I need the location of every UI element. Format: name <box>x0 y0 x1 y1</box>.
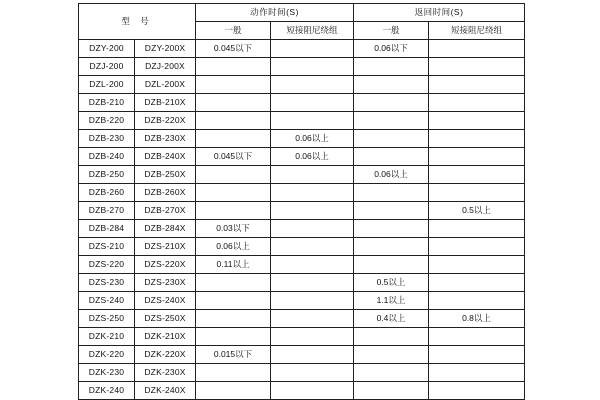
cell-model: DZK-230 <box>79 364 135 382</box>
cell-return-normal <box>354 382 429 400</box>
header-model: 型 号 <box>79 4 196 40</box>
cell-action-damping <box>271 220 354 238</box>
cell-action-damping <box>271 202 354 220</box>
cell-return-normal <box>354 112 429 130</box>
cell-return-damping <box>429 58 525 76</box>
cell-model: DZB-270 <box>79 202 135 220</box>
relay-timing-table <box>78 3 525 400</box>
cell-action-damping <box>271 382 354 400</box>
spec-table-container <box>78 3 524 400</box>
cell-model-x: DZL-200X <box>135 76 196 94</box>
cell-model: DZS-240 <box>79 292 135 310</box>
table-row <box>79 76 525 94</box>
table-row <box>79 58 525 76</box>
cell-return-damping <box>429 382 525 400</box>
cell-model: DZS-220 <box>79 256 135 274</box>
cell-return-normal: 0.06以下 <box>354 40 429 58</box>
cell-return-normal: 0.5以上 <box>354 274 429 292</box>
cell-return-damping <box>429 76 525 94</box>
cell-action-normal <box>196 364 271 382</box>
cell-model-x: DZK-220X <box>135 346 196 364</box>
table-row <box>79 130 525 148</box>
cell-model-x: DZS-250X <box>135 310 196 328</box>
cell-model-x: DZB-260X <box>135 184 196 202</box>
cell-action-damping <box>271 256 354 274</box>
cell-model: DZS-210 <box>79 238 135 256</box>
cell-return-normal <box>354 346 429 364</box>
cell-return-damping <box>429 256 525 274</box>
cell-action-normal <box>196 112 271 130</box>
cell-return-normal <box>354 220 429 238</box>
cell-return-normal <box>354 238 429 256</box>
table-row <box>79 148 525 166</box>
cell-model: DZB-210 <box>79 94 135 112</box>
cell-return-normal <box>354 364 429 382</box>
cell-return-normal <box>354 328 429 346</box>
table-row <box>79 220 525 238</box>
cell-model-x: DZS-210X <box>135 238 196 256</box>
cell-action-normal <box>196 130 271 148</box>
header-action-time: 动作时间(S) <box>196 4 354 22</box>
table-row <box>79 274 525 292</box>
table-body <box>79 40 525 400</box>
cell-return-normal: 1.1以上 <box>354 292 429 310</box>
cell-return-normal: 0.4以上 <box>354 310 429 328</box>
table-row <box>79 238 525 256</box>
header-return-normal: 一般 <box>354 22 429 40</box>
cell-return-normal <box>354 94 429 112</box>
cell-model: DZJ-200 <box>79 58 135 76</box>
cell-return-normal: 0.06以上 <box>354 166 429 184</box>
cell-model: DZB-220 <box>79 112 135 130</box>
cell-model-x: DZB-210X <box>135 94 196 112</box>
table-row <box>79 364 525 382</box>
cell-model: DZB-260 <box>79 184 135 202</box>
cell-model-x: DZK-230X <box>135 364 196 382</box>
cell-model-x: DZS-220X <box>135 256 196 274</box>
cell-model-x: DZB-240X <box>135 148 196 166</box>
cell-action-normal <box>196 76 271 94</box>
cell-model-x: DZB-250X <box>135 166 196 184</box>
cell-model: DZK-220 <box>79 346 135 364</box>
table-row <box>79 382 525 400</box>
cell-return-damping <box>429 346 525 364</box>
cell-action-damping <box>271 94 354 112</box>
cell-model: DZK-210 <box>79 328 135 346</box>
cell-return-damping <box>429 328 525 346</box>
cell-return-damping <box>429 238 525 256</box>
cell-return-normal <box>354 148 429 166</box>
cell-action-normal <box>196 202 271 220</box>
table-row <box>79 310 525 328</box>
cell-action-damping <box>271 238 354 256</box>
cell-return-damping <box>429 274 525 292</box>
cell-return-damping <box>429 40 525 58</box>
cell-return-normal <box>354 256 429 274</box>
cell-model: DZB-250 <box>79 166 135 184</box>
table-row <box>79 346 525 364</box>
table-row <box>79 184 525 202</box>
cell-return-damping <box>429 364 525 382</box>
header-return-time: 返回时间(S) <box>354 4 525 22</box>
cell-action-damping <box>271 76 354 94</box>
cell-action-damping <box>271 364 354 382</box>
cell-action-damping <box>271 112 354 130</box>
cell-model-x: DZY-200X <box>135 40 196 58</box>
cell-action-normal: 0.045以下 <box>196 40 271 58</box>
header-action-normal: 一般 <box>196 22 271 40</box>
table-header <box>79 4 525 40</box>
cell-action-normal <box>196 328 271 346</box>
cell-model-x: DZK-210X <box>135 328 196 346</box>
cell-return-damping <box>429 220 525 238</box>
cell-action-damping <box>271 40 354 58</box>
cell-model-x: DZK-240X <box>135 382 196 400</box>
table-row <box>79 94 525 112</box>
header-return-damping: 短接阻尼绕组 <box>429 22 525 40</box>
cell-return-damping <box>429 148 525 166</box>
cell-return-damping <box>429 130 525 148</box>
table-row <box>79 40 525 58</box>
table-row <box>79 166 525 184</box>
cell-model-x: DZJ-200X <box>135 58 196 76</box>
cell-action-normal: 0.03以下 <box>196 220 271 238</box>
cell-model-x: DZB-220X <box>135 112 196 130</box>
cell-action-normal <box>196 382 271 400</box>
table-row <box>79 292 525 310</box>
cell-action-normal: 0.045以下 <box>196 148 271 166</box>
cell-return-normal <box>354 58 429 76</box>
table-row <box>79 202 525 220</box>
cell-model: DZB-240 <box>79 148 135 166</box>
cell-return-normal <box>354 76 429 94</box>
cell-action-damping <box>271 274 354 292</box>
cell-model: DZK-240 <box>79 382 135 400</box>
cell-action-normal <box>196 274 271 292</box>
table-row <box>79 328 525 346</box>
cell-action-damping <box>271 184 354 202</box>
cell-model: DZS-230 <box>79 274 135 292</box>
cell-return-normal <box>354 184 429 202</box>
cell-model: DZB-284 <box>79 220 135 238</box>
cell-return-damping <box>429 166 525 184</box>
header-action-damping: 短接阻尼绕组 <box>271 22 354 40</box>
cell-action-damping <box>271 346 354 364</box>
cell-action-normal <box>196 292 271 310</box>
cell-return-damping: 0.8以上 <box>429 310 525 328</box>
cell-action-damping <box>271 310 354 328</box>
cell-action-damping: 0.06以上 <box>271 148 354 166</box>
cell-action-normal <box>196 58 271 76</box>
cell-return-damping <box>429 112 525 130</box>
cell-return-damping: 0.5以上 <box>429 202 525 220</box>
cell-return-normal <box>354 202 429 220</box>
table-header-row-1 <box>79 4 525 22</box>
cell-return-damping <box>429 292 525 310</box>
table-row <box>79 112 525 130</box>
cell-action-damping <box>271 328 354 346</box>
cell-model: DZY-200 <box>79 40 135 58</box>
cell-action-normal <box>196 166 271 184</box>
cell-model-x: DZB-270X <box>135 202 196 220</box>
cell-return-normal <box>354 130 429 148</box>
cell-action-damping <box>271 292 354 310</box>
cell-action-normal: 0.015以下 <box>196 346 271 364</box>
cell-return-damping <box>429 184 525 202</box>
cell-action-damping: 0.06以上 <box>271 130 354 148</box>
cell-model: DZS-250 <box>79 310 135 328</box>
cell-model-x: DZS-240X <box>135 292 196 310</box>
cell-action-normal <box>196 310 271 328</box>
cell-model-x: DZS-230X <box>135 274 196 292</box>
cell-model-x: DZB-284X <box>135 220 196 238</box>
cell-return-damping <box>429 94 525 112</box>
cell-action-damping <box>271 58 354 76</box>
cell-model-x: DZB-230X <box>135 130 196 148</box>
cell-model: DZB-230 <box>79 130 135 148</box>
cell-action-normal: 0.06以上 <box>196 238 271 256</box>
cell-action-normal <box>196 94 271 112</box>
cell-model: DZL-200 <box>79 76 135 94</box>
cell-action-normal <box>196 184 271 202</box>
cell-action-normal: 0.11以上 <box>196 256 271 274</box>
cell-action-damping <box>271 166 354 184</box>
table-row <box>79 256 525 274</box>
